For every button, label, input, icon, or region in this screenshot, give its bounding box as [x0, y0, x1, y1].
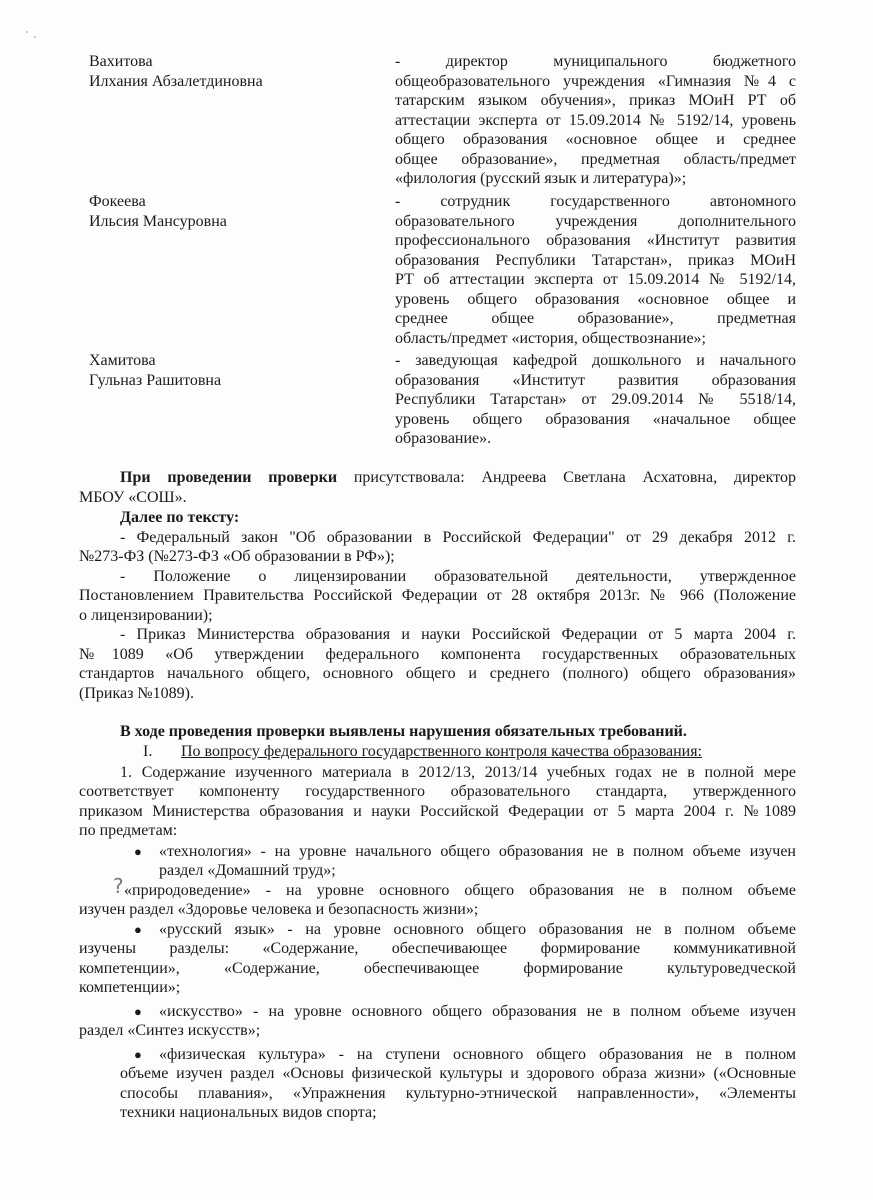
bullet-line: способы плавания», «Упражнения культурно-этнической направленности», «Элементы [120, 1085, 796, 1102]
expert-description-line: - сотрудник государственного автономного [395, 193, 796, 210]
bullet-line: «русский язык» - на уровне основного общего образования не в полном объеме [159, 921, 796, 938]
section-number: I. [143, 743, 153, 760]
expert-surname: Фокеева [89, 193, 146, 210]
bullet-line: техники национальных видов спорта; [120, 1104, 377, 1121]
item-line: приказом Министерства образования и науки Российской Федерации от 5 марта 2004 г. №1089 [79, 803, 796, 820]
order-line: стандартов начального общего, основного общего и среднего (полного) общего образования» [79, 665, 796, 682]
bullet-icon: ● [134, 1047, 142, 1062]
bullet-line: объеме изучен раздел «Основы физической культуры и здорового образа жизни» («Основные [120, 1065, 796, 1082]
bullet-line: раздел «Синтез искусств»; [79, 1022, 261, 1039]
bullet-icon: ● [134, 844, 142, 859]
bullet-line: компетенции»; [79, 979, 181, 996]
expert-description-line: образования Республики Татарстан», приказ МОиН [395, 252, 796, 269]
item-line: по предметам: [79, 822, 178, 839]
expert-description-line: - заведующая кафедрой дошкольного и начального [395, 352, 796, 369]
item-line: соответствует компоненту государственного образовательного стандарта, утвержденного [79, 783, 796, 800]
bullet-line: изучен раздел «Здоровье человека и безопасность жизни»; [79, 901, 479, 918]
presence-rest: присутствовала: Андреева Светлана Асхатовна, директор [337, 469, 797, 486]
expert-given-name: Гульназ Рашитовна [89, 372, 222, 389]
expert-description-line: область/предмет «история, обществознание»; [395, 330, 706, 347]
regulation-line: Постановлением Правительства Российской Федерации от 28 октября 2013г. № 966 (Положение [79, 587, 796, 604]
further-heading: Далее по тексту: [120, 509, 240, 526]
expert-description-line: «филология (русский язык и литература)»; [395, 170, 687, 187]
regulation-line: о лицензировании); [79, 607, 213, 624]
expert-description-line: уровень общего образования «начальное общее [395, 411, 796, 428]
expert-description-line: татарским языком обучения», приказ МОиН РТ об [395, 92, 796, 109]
bullet-line: «искусство» - на уровне основного общего образования не в полном объеме изучен [159, 1003, 796, 1020]
expert-description-line: уровень общего образования «основное общее и [395, 291, 796, 308]
law-line: - Федеральный закон "Об образовании в Российской Федерации" от 29 декабря 2012 г. [120, 529, 796, 546]
expert-surname: Вахитова [89, 53, 153, 70]
bullet-line: раздел «Домашний труд»; [159, 862, 336, 879]
handwritten-question-mark: ? [113, 874, 124, 898]
order-line: - Приказ Министерства образования и науки Российской Федерации от 5 марта 2004 г. [120, 626, 796, 643]
regulation-line: - Положение о лицензировании образовательной деятельности, утвержденное [120, 568, 796, 585]
expert-description-line: аттестации эксперта от 15.09.2014 № 5192/14, уровень [395, 112, 796, 129]
expert-description-line: - директор муниципального бюджетного [395, 53, 796, 70]
section-title: По вопросу федерального государственного контроля качества образования: [181, 743, 702, 760]
expert-description-line: Республики Татарстан» от 29.09.2014 № 5518/14, [395, 391, 796, 408]
bullet-icon: ● [134, 1004, 142, 1019]
expert-description-line: общеобразовательного учреждения «Гимназия №4 с [395, 73, 796, 90]
expert-given-name: Ильсия Мансуровна [89, 213, 227, 230]
presence-line-2: МБОУ «СОШ». [79, 489, 187, 506]
violations-heading: В ходе проведения проверки выявлены нарушения обязательных требований. [120, 723, 687, 740]
law-line: №273-ФЗ (№273-ФЗ «Об образовании в РФ»); [79, 548, 395, 565]
expert-given-name: Илхания Абзалетдиновна [89, 73, 263, 90]
expert-description-line: общее образование», предметная область/предмет [395, 151, 796, 168]
expert-description-line: образование». [395, 430, 492, 447]
expert-description-line: профессионального образования «Институт развития [395, 232, 796, 249]
bullet-line: «физическая культура» - на ступени основного общего образования не в полном [159, 1046, 796, 1063]
order-line: (Приказ №1089). [79, 685, 194, 702]
order-line: №1089 «Об утверждении федерального компонента государственных образовательных [79, 646, 796, 663]
bullet-line: «технология» - на уровне начального общего образования не в полном объеме изучен [159, 843, 796, 860]
expert-surname: Хамитова [89, 352, 156, 369]
scan-speck [34, 36, 36, 38]
bullet-icon: ● [134, 922, 142, 937]
expert-description-line: образования «Институт развития образования [395, 372, 796, 389]
scan-speck [26, 31, 28, 33]
bullet-line: компетенции», «Содержание, обеспечивающее формирование культуроведческой [79, 960, 796, 977]
item-line: 1. Содержание изученного материала в 2012/13, 2013/14 учебных годах не в полной мере [120, 764, 796, 781]
expert-description-line: общего образования «основное общее и среднее [395, 131, 796, 148]
bullet-line: изучены разделы: «Содержание, обеспечивающее формирование коммуникативной [79, 940, 796, 957]
bullet-line: «природоведение» - на уровне основного общего образования не в полном объеме [124, 882, 796, 899]
expert-description-line: среднее общее образование», предметная [395, 310, 796, 327]
presence-bold-lead: При проведении проверки [120, 469, 338, 486]
expert-description-line: РТ об аттестации эксперта от 15.09.2014 № 5192/14, [395, 271, 796, 288]
expert-description-line: образовательного учреждения дополнительного [395, 213, 796, 230]
presence-line-1 [120, 468, 796, 487]
